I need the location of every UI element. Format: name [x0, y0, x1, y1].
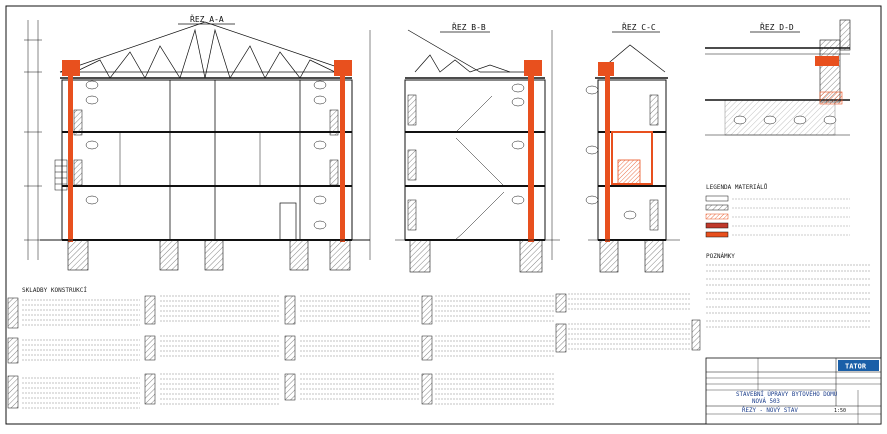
title-block: [706, 358, 881, 424]
legend: [706, 184, 850, 237]
section-d-d: [705, 20, 850, 135]
insulation-left-a: [68, 72, 73, 242]
legend-title: LEGENDA MATERIÁLŮ: [706, 184, 768, 191]
section-c-c-title: ŘEZ C-C: [622, 23, 656, 32]
project-line-1: STAVEBNÍ ÚPRAVY BYTOVÉHO DOMU: [736, 392, 838, 398]
callouts-a: [86, 81, 326, 229]
eave-left-a: [62, 60, 80, 76]
roof-truss-a: [60, 22, 352, 78]
notes: [706, 253, 870, 327]
staircase-b: [450, 96, 510, 240]
notes-title: POZNÁMKY: [706, 253, 735, 260]
scale: 1:50: [834, 408, 847, 414]
composition-text-columns: [22, 294, 690, 408]
drawing-name: ŘEZY - NOVÝ STAV: [742, 408, 798, 414]
building-walls-a: [62, 80, 352, 240]
section-c-c: [586, 21, 680, 272]
door-a: [280, 203, 296, 240]
project-line-2: NOVÁ 503: [752, 399, 780, 405]
compositions: [8, 286, 700, 408]
foundations-a: [40, 240, 370, 270]
brand-name: TATOR: [845, 362, 867, 371]
section-b-b: [395, 21, 560, 272]
compositions-title: SKLADBY KONSTRUKCÍ: [22, 287, 88, 294]
eave-right-a: [334, 60, 352, 76]
section-a-a-title: ŘEZ A-A: [190, 15, 224, 24]
section-a-a: [24, 13, 370, 270]
section-b-b-title: ŘEZ B-B: [452, 23, 486, 32]
insulation-right-a: [340, 72, 345, 242]
section-d-d-title: ŘEZ D-D: [760, 23, 794, 32]
